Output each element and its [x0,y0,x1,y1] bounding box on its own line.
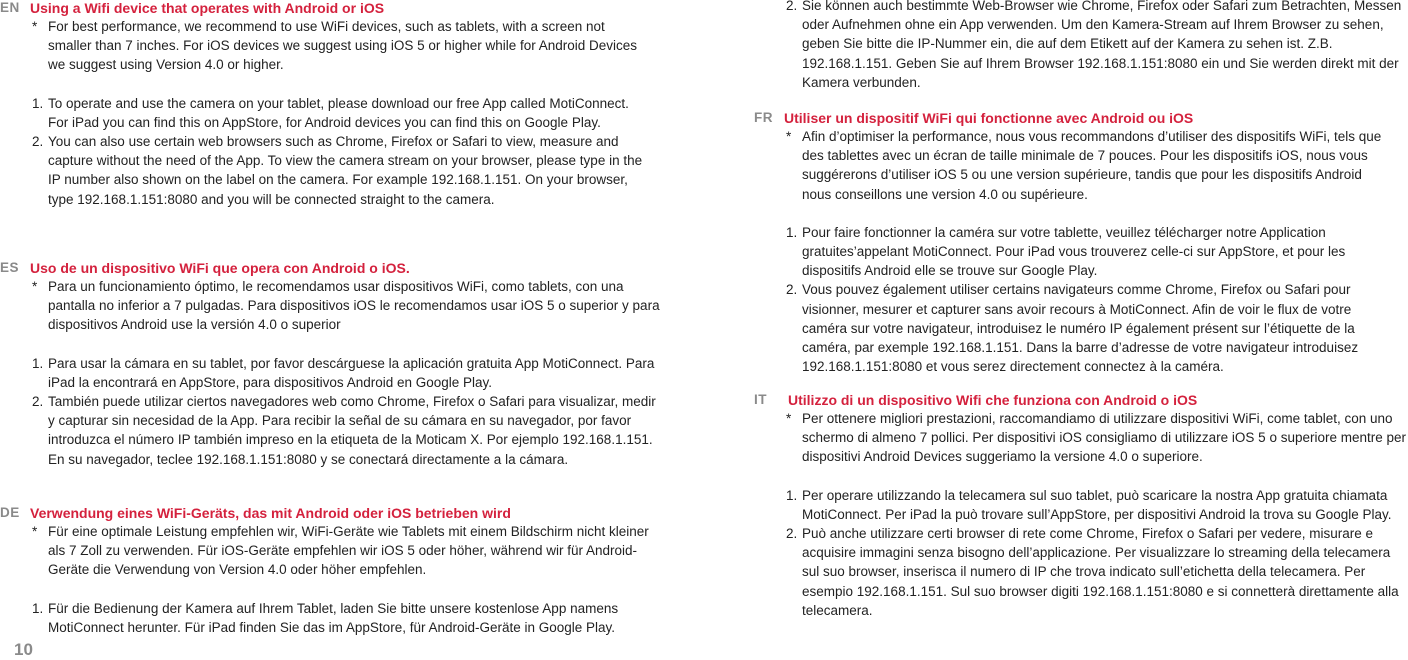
step-item [784,524,1406,620]
section-body [30,277,660,469]
asterisk-mark: * [32,279,38,294]
section-body [30,17,648,209]
note-text: Para un funcionamiento óptimo, le recomendamos usar dispositivos WiFi, como tablets, con una pantalla no inferior a 7 pulgadas. Para dispositivos iOS le recomendamos usar iOS 5 o superior y para dispositivos Android use la versión 4.0 o superior [48,279,660,333]
note-text: Für eine optimale Leistung empfehlen wir, WiFi-Geräte wie Tablets mit einem Bildschirm nicht kleiner als 7 Zoll zu verwenden. Für iOS-Geräte empfehlen wir iOS 5 oder höher, während wir für Android-Geräte die Verwendung von Version 4.0 oder höher empfehlen. [48,524,649,578]
asterisk-mark: * [32,524,38,539]
asterisk-mark: * [786,129,792,144]
section-body [30,522,658,637]
step-text: Sie können auch bestimmte Web-Browser wie Chrome, Firefox oder Safari zum Betrachten, Messen oder Aufnehmen ohne ein App verwenden. Um den Kamera-Stream auf Ihrem Browser zu sehen, geben Sie bitte die IP-Nummer ein, die auf dem Etikett auf der Kamera zu sehen ist. Z.B. 192.168.1.151. Geben Sie auf Ihrem Browser 192.168.1.151:8080 ein und Sie werden direkt mit der Kamera verbunden. [802,0,1402,90]
step-number: 1. [32,95,44,111]
language-code: FR [754,110,773,125]
step-text: Für die Bedienung der Kamera auf Ihrem Tablet, laden Sie bitte unsere kostenlose App namens MotiConnect herunter. Für iPad finden Sie das im AppStore, für Android-Geräte in Google Play. [48,600,619,635]
step-item [784,486,1406,524]
step-text: To operate and use the camera on your tablet, please download our free App called MotiConnect. For iPad you can find this on AppStore, for Android devices you can find this on Google Play. [48,95,629,130]
asterisk-mark: * [32,19,38,34]
asterisk-mark: * [786,411,792,426]
step-text: Vous pouvez également utiliser certains navigateurs comme Chrome, Firefox ou Safari pour visionner, mesurer et capturer sans avoir recours à MotiConnect. Afin de voir le flux de votre caméra sur votre navigateur, introduisez le numéro IP également présent sur l’étiquette de la caméra, par exemple 192.168.1.151. Dans la barre d’adresse de votre navigateur introduisez 192.168.1.151:8080 et vous serez directement connectez à la caméra. [802,282,1359,375]
note-item [784,127,1382,204]
section-heading: Uso de un dispositivo WiFi que opera con Android o iOS. [30,260,410,276]
section-heading: Utilizzo di un dispositivo Wifi che funziona con Android o iOS [788,392,1198,408]
step-item [30,392,660,469]
step-item [30,354,660,392]
note-item [784,409,1406,467]
note-text: Per ottenere migliori prestazioni, raccomandiamo di utilizzare dispositivi WiFi, come tablet, con uno schermo di almeno 7 pollici. Per dispositivi iOS consigliamo di utilizzare iOS 5 o superiore mentre per dispositivi Android Devices suggeriamo la versione 4.0 o superiore. [802,411,1407,465]
step-text: You can also use certain web browsers such as Chrome, Firefox or Safari to view, measure and capture without the need of the App. To view the camera stream on your browser, please type in the IP number also shown on the label on the camera. For example 192.168.1.151. On your browser, type 192.168.1.151:8080 and you will be connected straight to the camera. [48,134,643,207]
step-number: 1. [786,487,798,503]
step-item [784,280,1382,376]
language-code: ES [0,260,20,275]
step-item [784,0,1408,92]
note-item [30,522,658,580]
step-text: Per operare utilizzando la telecamera sul suo tablet, può scaricare la nostra App gratuita chiamata MotiConnect. Per iPad la può trovare sull’AppStore, per dispositivi Android la trova su Google Play. [802,487,1392,522]
step-number: 1. [32,600,44,616]
step-number: 1. [786,224,798,240]
section-body [784,409,1406,620]
note-item [30,277,660,335]
note-text: For best performance, we recommend to use WiFi devices, such as tablets, with a screen not smaller than 7 inches. For iOS devices we suggest using iOS 5 or higher while for Android Devices we suggest using Version 4.0 or higher. [48,19,638,73]
step-item [784,223,1382,281]
step-number: 2. [32,134,44,150]
language-code: IT [754,392,767,407]
step-number: 2. [786,526,798,542]
step-item [30,599,658,637]
step-text: También puede utilizar ciertos navegadores web como Chrome, Firefox o Safari para visualizar, medir y capturar sin necesidad de la App. Para recibir la señal de su cámara en su navegador, por favor introduzca el número IP también impreso en la etiqueta de la Moticam X. Por ejemplo 192.168.1.151. En su navegador, teclee 192.168.1.151:8080 y se conectará directamente a la cámara. [48,394,656,467]
section-heading: Utiliser un dispositif WiFi qui fonctionne avec Android ou iOS [784,110,1194,126]
step-item [30,94,648,132]
note-text: Afin d’optimiser la performance, nous vous recommandons d’utiliser des dispositifs WiFi, tels que des tablettes avec un écran de taille minimale de 7 pouces. Pour les dispositifs iOS, nous vous suggérerons d’utiliser iOS 5 ou une version supérieure, tandis que pour les dispositifs Android nous conseillons une version 4.0 ou supérieure. [802,129,1382,202]
section-body [784,127,1382,376]
section-heading: Using a Wifi device that operates with Android or iOS [30,0,385,16]
note-item [30,17,648,75]
step-number: 2. [786,0,798,13]
section-heading: Verwendung eines WiFi-Geräts, das mit Android oder iOS betrieben wird [30,505,511,521]
language-code: EN [0,0,20,15]
step-number: 2. [786,282,798,298]
step-text: Para usar la cámara en su tablet, por favor descárguese la aplicación gratuita App MotiConnect. Para iPad la encontrará en AppStore, para dispositivos Android en Google Play. [48,355,655,390]
step-text: Può anche utilizzare certi browser di rete come Chrome, Firefox o Safari per vedere, misurare e acquisire immagini senza bisogno dell’applicazione. Per visualizzare lo streaming della telecamera sul suo browser, inserisca il numero di IP che trova indicato sull’etichetta della telecamera. Per esempio 192.168.1.151. Sul suo browser digiti 192.168.1.151:8080 e si connetterà direttamente alla telecamera. [802,526,1399,618]
step-number: 1. [32,355,44,371]
step-text: Pour faire fonctionner la caméra sur votre tablette, veuillez télécharger notre Application gratuites’appelant MotiConnect. Pour iPad vous trouverez celle-ci sur AppStore, et pour les dispositifs Android elle se trouve sur Google Play. [802,224,1346,279]
language-code: DE [0,505,20,520]
step-item [30,132,648,209]
section-body [784,0,1408,92]
page-number: 10 [14,640,33,659]
step-number: 2. [32,394,44,410]
